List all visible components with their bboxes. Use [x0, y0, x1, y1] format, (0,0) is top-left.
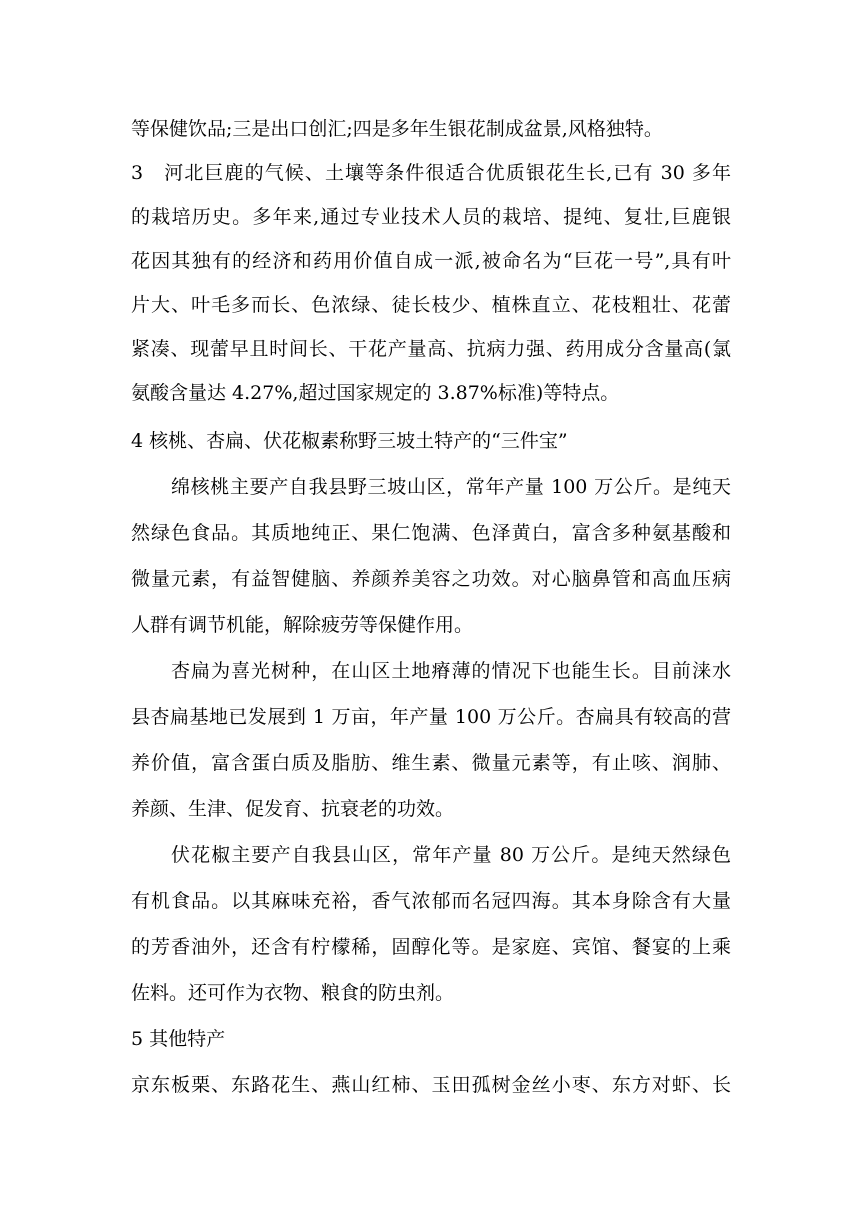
text-line: 氨酸含量达 4.27%,超过国家规定的 3.87%标准)等特点。	[131, 382, 620, 404]
text-line: 花因其独有的经济和药用价值自成一派,被命名为“巨花一号”,具有叶	[131, 250, 731, 272]
text-line: 的芳香油外，还含有柠檬稀，固醇化等。是家庭、宾馆、餐宴的上乘	[131, 936, 731, 958]
text-line: 佐料。还可作为衣物、粮食的防虫剂。	[131, 982, 455, 1004]
text-line: 养颜、生津、促发育、抗衰老的功效。	[131, 798, 455, 820]
text-line: 微量元素，有益智健脑、养颜养美容之功效。对心脑鼻管和高血压病	[131, 568, 731, 590]
section-4-heading: 4 核桃、杏扁、伏花椒素称野三坡土特产的“三件宝”	[131, 430, 568, 452]
text-line: 有机食品。以其麻味充裕，香气浓郁而名冠四海。其本身除含有大量	[131, 890, 731, 912]
paragraph-pepper-first-line: 伏花椒主要产自我县山区，常年产量 80 万公斤。是纯天然绿色	[171, 844, 731, 866]
text-line: 京东板栗、东路花生、燕山红柿、玉田孤树金丝小枣、东方对虾、长	[131, 1074, 731, 1096]
text-line: 然绿色食品。其质地纯正、果仁饱满、色泽黄白，富含多种氨基酸和	[131, 522, 731, 544]
text-line: 县杏扁基地已发展到 1 万亩，年产量 100 万公斤。杏扁具有较高的营	[131, 706, 731, 728]
paragraph-walnut-first-line: 绵核桃主要产自我县野三坡山区，常年产量 100 万公斤。是纯天	[171, 476, 731, 498]
text-line: 片大、叶毛多而长、色浓绿、徒长枝少、植株直立、花枝粗壮、花蕾	[131, 294, 731, 316]
text-line: 紧凑、现蕾早且时间长、干花产量高、抗病力强、药用成分含量高(氯	[131, 338, 731, 360]
text-line: 等保健饮品;三是出口创汇;四是多年生银花制成盆景,风格独特。	[131, 118, 663, 140]
section-3-first-line: 3 河北巨鹿的气候、土壤等条件很适合优质银花生长,已有 30 多年	[131, 162, 731, 184]
text-line: 养价值，富含蛋白质及脂肪、维生素、微量元素等，有止咳、润肺、	[131, 752, 731, 774]
text-line: 人群有调节机能，解除疲劳等保健作用。	[131, 614, 474, 636]
text-line: 的栽培历史。多年来,通过专业技术人员的栽培、提纯、复壮,巨鹿银	[131, 206, 731, 228]
paragraph-apricot-first-line: 杏扁为喜光树种，在山区土地瘠薄的情况下也能生长。目前涞水	[171, 660, 731, 682]
section-5-heading: 5 其他特产	[131, 1028, 226, 1050]
